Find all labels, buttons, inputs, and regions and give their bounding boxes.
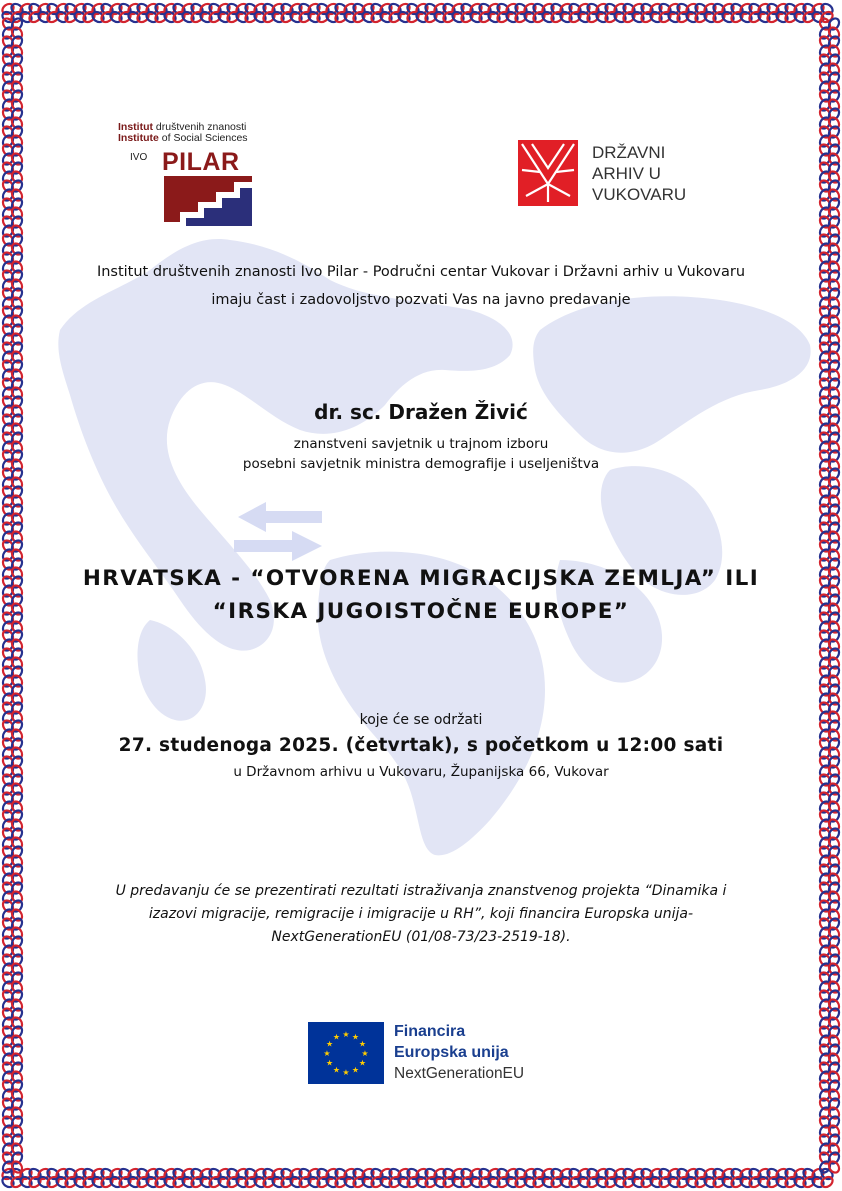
eu-line1: Financira xyxy=(394,1023,466,1040)
pilar-wordmark: PILAR xyxy=(162,148,240,176)
eu-flag-icon xyxy=(308,1022,384,1084)
arhiv-line2: ARHIV U xyxy=(592,164,661,183)
arrow-left-head xyxy=(238,502,266,532)
arhiv-emblem-icon xyxy=(518,140,578,206)
eu-star-icon: ★ xyxy=(358,1058,367,1068)
arrow-right-head xyxy=(292,531,322,561)
eu-star-icon: ★ xyxy=(361,1049,369,1058)
pilar-line1-rest: društvenih znanosti xyxy=(155,121,247,133)
eu-star-icon: ★ xyxy=(332,1065,341,1075)
speaker-role2: posebni savjetnik ministra demografije i useljeništva xyxy=(242,456,600,472)
event-intro: koje će se održati xyxy=(359,712,483,728)
arrow-right-body xyxy=(234,540,296,552)
eu-star-icon: ★ xyxy=(325,1039,334,1049)
invitation-intro xyxy=(20,258,822,314)
speaker-roles xyxy=(20,434,822,474)
arhiv-logo xyxy=(518,140,708,210)
pilar-logo xyxy=(108,122,260,230)
map-landmass-north xyxy=(533,296,810,452)
arrow-left-body xyxy=(262,511,322,523)
pilar-ivo: IVO xyxy=(130,152,148,163)
speaker-name: dr. sc. Dražen Živić xyxy=(314,400,528,424)
map-landmass-west xyxy=(138,620,206,721)
pilar-stairs-icon xyxy=(164,176,252,226)
eu-star-icon: ★ xyxy=(332,1032,341,1042)
eu-star-icon: ★ xyxy=(342,1030,350,1039)
eu-star-icon: ★ xyxy=(325,1058,334,1068)
pilar-line2-bold: Institute xyxy=(118,132,159,144)
pilar-line2-rest: of Social Sciences xyxy=(161,132,248,144)
lecture-title-line2: “IRSKA JUGOISTOČNE EUROPE” xyxy=(212,599,630,624)
eu-line3: NextGenerationEU xyxy=(394,1065,525,1082)
arhiv-line1: DRŽAVNI xyxy=(592,143,666,162)
intro-line2: imaju čast i zadovoljstvo pozvati Vas na javno predavanje xyxy=(211,292,631,308)
description-line3: NextGenerationEU (01/08-73/23-2519-18). xyxy=(271,929,571,945)
eu-star-icon: ★ xyxy=(323,1049,331,1058)
arhiv-line3: VUKOVARU xyxy=(592,185,687,204)
eu-star-icon: ★ xyxy=(351,1065,360,1075)
eu-line2: Europska unija xyxy=(394,1044,509,1061)
eu-funding-logo xyxy=(308,1022,548,1086)
speaker-role1: znanstveni savjetnik u trajnom izboru xyxy=(293,436,549,452)
eu-star-icon: ★ xyxy=(358,1039,367,1049)
lecture-title xyxy=(20,562,822,628)
eu-star-icon: ★ xyxy=(342,1068,350,1077)
description-line2: izazovi migracije, remigracije i imigracije u RH”, koji financira Europska unija- xyxy=(148,906,694,922)
event-place: u Državnom arhivu u Vukovaru, Županijska 66, Vukovar xyxy=(233,764,609,780)
eu-star-icon: ★ xyxy=(351,1032,360,1042)
lecture-title-line1: HRVATSKA - “OTVORENA MIGRACIJSKA ZEMLJA” ILI xyxy=(82,566,760,591)
eu-stars-icon xyxy=(308,1022,384,1084)
intro-line1: Institut društvenih znanosti Ivo Pilar - Područni centar Vukovar i Državni arhiv u Vukovaru xyxy=(96,264,746,280)
pilar-line1-bold: Institut xyxy=(118,121,153,133)
project-description xyxy=(40,880,802,949)
description-line1: U predavanju će se prezentirati rezultati istraživanja znanstvenog projekta “Dinamika i xyxy=(115,883,727,899)
event-date: 27. studenoga 2025. (četvrtak), s početkom u 12:00 sati xyxy=(118,735,724,756)
